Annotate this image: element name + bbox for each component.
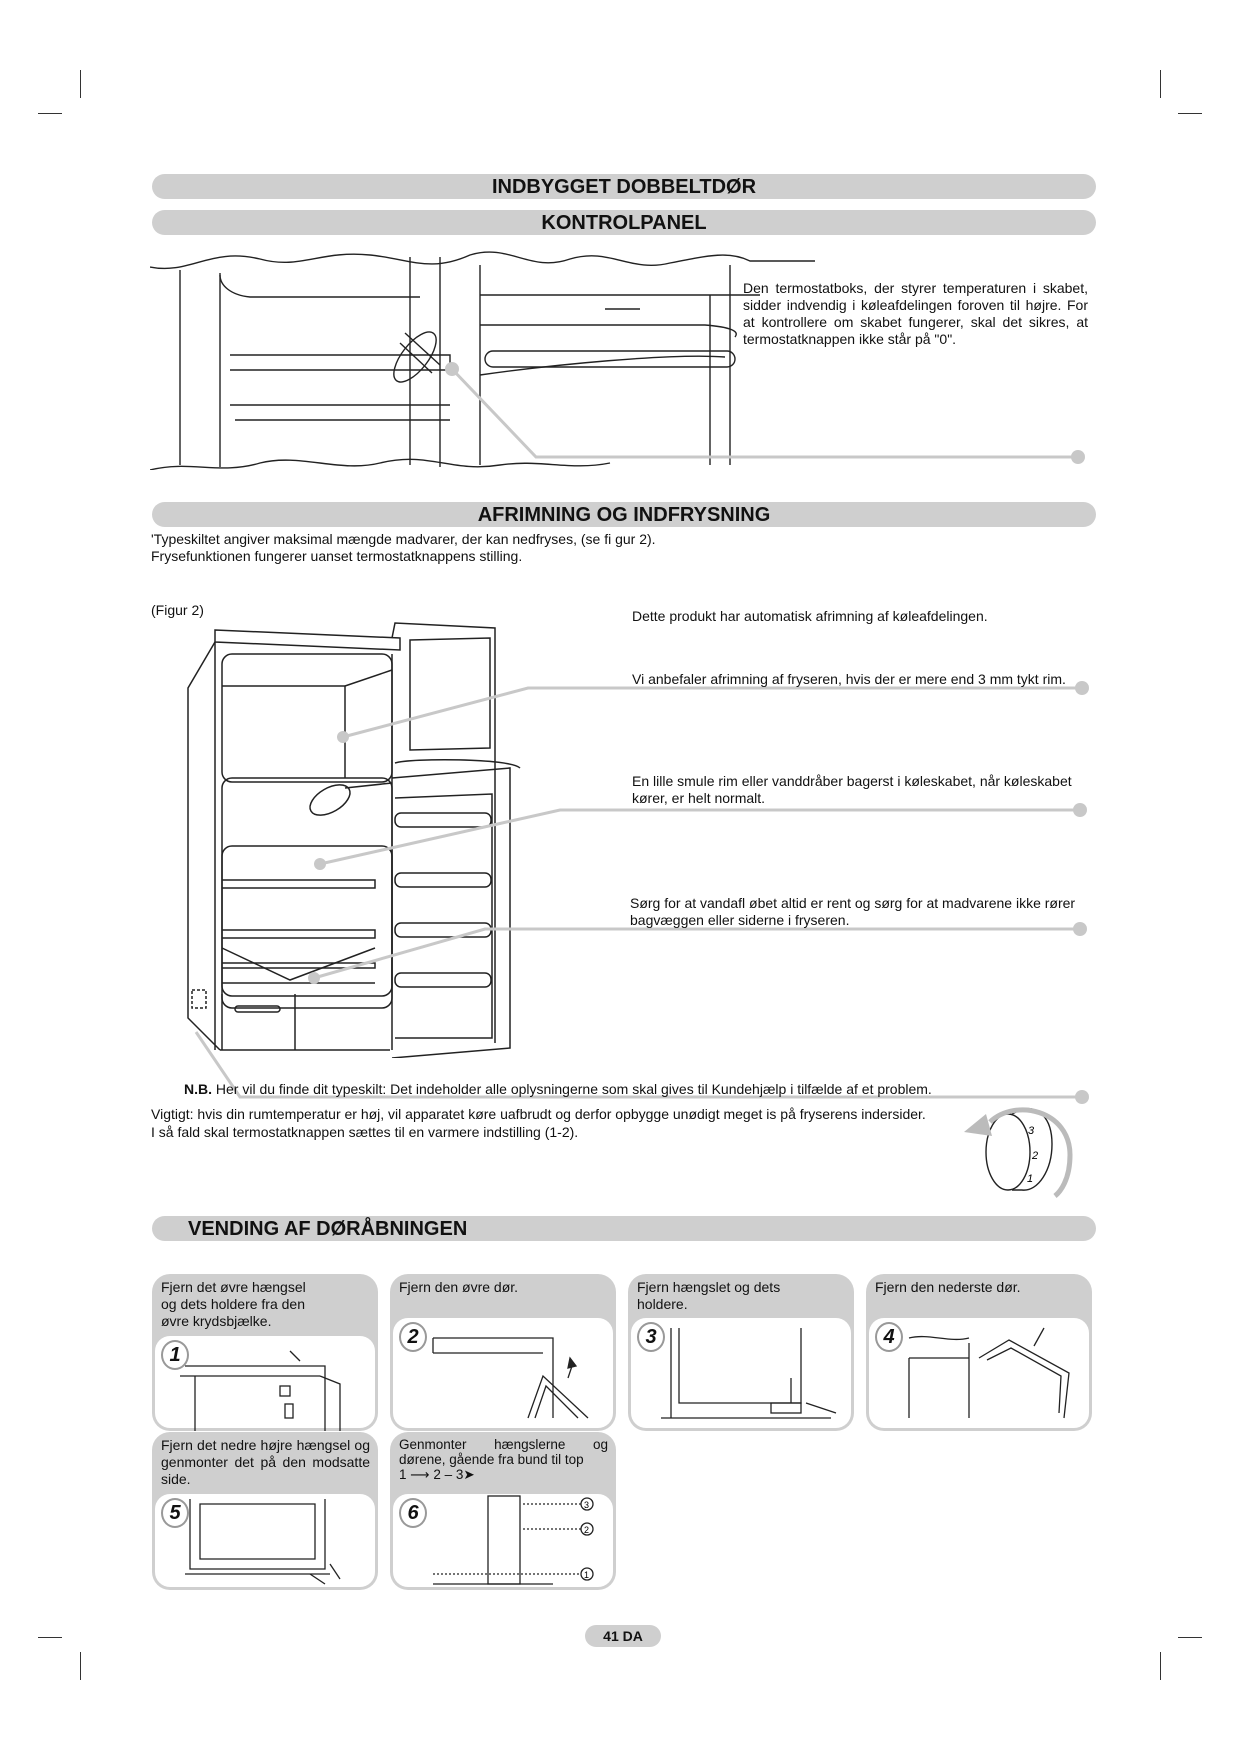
step-text: Fjern det nedre højre hængsel og genmonter det på den modsatte side. [161, 1437, 370, 1487]
step-number: 5 [161, 1498, 189, 1528]
page-number-badge: 41 DA [585, 1625, 661, 1647]
step-illustration [869, 1318, 1089, 1428]
step-text: Fjern den øvre dør. [399, 1279, 519, 1295]
important-note-line2: I så fald skal termostatknappen sættes til en varmere indstilling (1-2). [151, 1124, 579, 1140]
section-title-defrost-freezing: AFRIMNING OG INDFRYSNING [152, 502, 1096, 527]
step-card-1 [152, 1274, 378, 1431]
step-card-3 [628, 1274, 854, 1431]
step-number: 3 [637, 1322, 665, 1352]
step-card-6 [390, 1432, 616, 1590]
step-card-2 [390, 1274, 616, 1431]
knob-mark-3: 3 [1028, 1125, 1035, 1137]
nb-label: N.B. [184, 1081, 212, 1097]
step-card-4 [866, 1274, 1092, 1431]
knob-mark-2: 2 [1032, 1150, 1039, 1162]
step-text: Fjern det øvre hængsel og dets holdere fra den øvre krydsbjælke. [161, 1279, 306, 1329]
diagram-mark-2: 2 [584, 1525, 590, 1535]
nb-text: Her vil du finde dit typeskilt: Det indeholder alle oplysningerne som skal gives til Kundehjælp i tilfælde af et problem. [215, 1081, 932, 1097]
callout-freezer-defrost: Vi anbefaler afrimning af fryseren, hvis der er mere end 3 mm tykt rim. [632, 671, 1066, 687]
thermostat-knob-illustration [960, 1100, 1075, 1200]
step-number: 2 [399, 1322, 427, 1352]
upper-door-removal-drawing [393, 1318, 603, 1428]
step-illustration [155, 1494, 375, 1587]
section-title-door-reversal: VENDING AF DØRÅBNINGEN [152, 1216, 1096, 1241]
nb-note [184, 1081, 932, 1098]
sequence-2: 2 [433, 1467, 441, 1482]
important-note-line1: Vigtigt: hvis din rumtemperatur er høj, vil apparatet køre uafbrudt og derfor opbygge unødigt meget is på fryserens indersider. [151, 1106, 926, 1122]
reassembly-drawing [393, 1494, 603, 1589]
callout-frost-normal: En lille smule rim eller vanddråber bagerst i køleskabet, når køleskabet kører, er helt normalt. [632, 773, 1072, 806]
rating-plate-intro: 'Typeskiltet angiver maksimal mængde madvarer, der kan nedfryses, (se fi gur 2). [151, 531, 656, 547]
section-title-control-panel: KONTROLPANEL [152, 210, 1096, 235]
step-illustration [393, 1318, 613, 1428]
freeze-function-note: Frysefunktionen fungerer uanset termostatknappens stilling. [151, 548, 523, 564]
diagram-mark-1: 1 [584, 1570, 590, 1580]
lower-hinge-swap-drawing [155, 1494, 365, 1589]
hinge-removal-drawing [155, 1336, 365, 1431]
step-number: 6 [399, 1498, 427, 1528]
figure-label: (Figur 2) [151, 602, 204, 618]
step-illustration [631, 1318, 851, 1428]
thermostat-location-text: Den termostatboks, der styrer temperaturen i skabet, sidder indvendig i køleafdelingen foroven til højre. For at kontrollere om skabet fungerer, skal det sikres, at termostatknappen ikke står på "0". [743, 280, 1088, 347]
step-text-main: Genmonter hængslerne og dørene, gående fra bund til top [399, 1437, 608, 1467]
step-illustration [155, 1336, 375, 1428]
step-number: 1 [161, 1340, 189, 1370]
step-sequence: 1 ⟶ 2 – 3➤ [399, 1467, 475, 1482]
step-card-5 [152, 1432, 378, 1590]
hinge-bracket-drawing [631, 1318, 841, 1428]
section-title-built-in-double-door: INDBYGGET DOBBELTDØR [152, 174, 1096, 199]
step-text [399, 1437, 608, 1482]
knob-mark-1: 1 [1027, 1173, 1034, 1185]
callout-drain-clean: Sørg for at vandafl øbet altid er rent og sørg for at madvarene ikke rører bagvæggen eller siderne i fryseren. [630, 895, 1076, 928]
diagram-mark-3: 3 [584, 1500, 590, 1510]
lower-door-removal-drawing [869, 1318, 1079, 1428]
sequence-3: 3 [455, 1467, 464, 1482]
step-number: 4 [875, 1322, 903, 1352]
sequence-1: 1 [399, 1467, 407, 1482]
step-text: Fjern den nederste dør. [875, 1279, 1021, 1295]
callout-auto-defrost: Dette produkt har automatisk afrimning af køleafdelingen. [632, 608, 988, 624]
step-text: Fjern hængslet og dets holdere. [637, 1279, 781, 1312]
step-illustration [393, 1494, 613, 1587]
